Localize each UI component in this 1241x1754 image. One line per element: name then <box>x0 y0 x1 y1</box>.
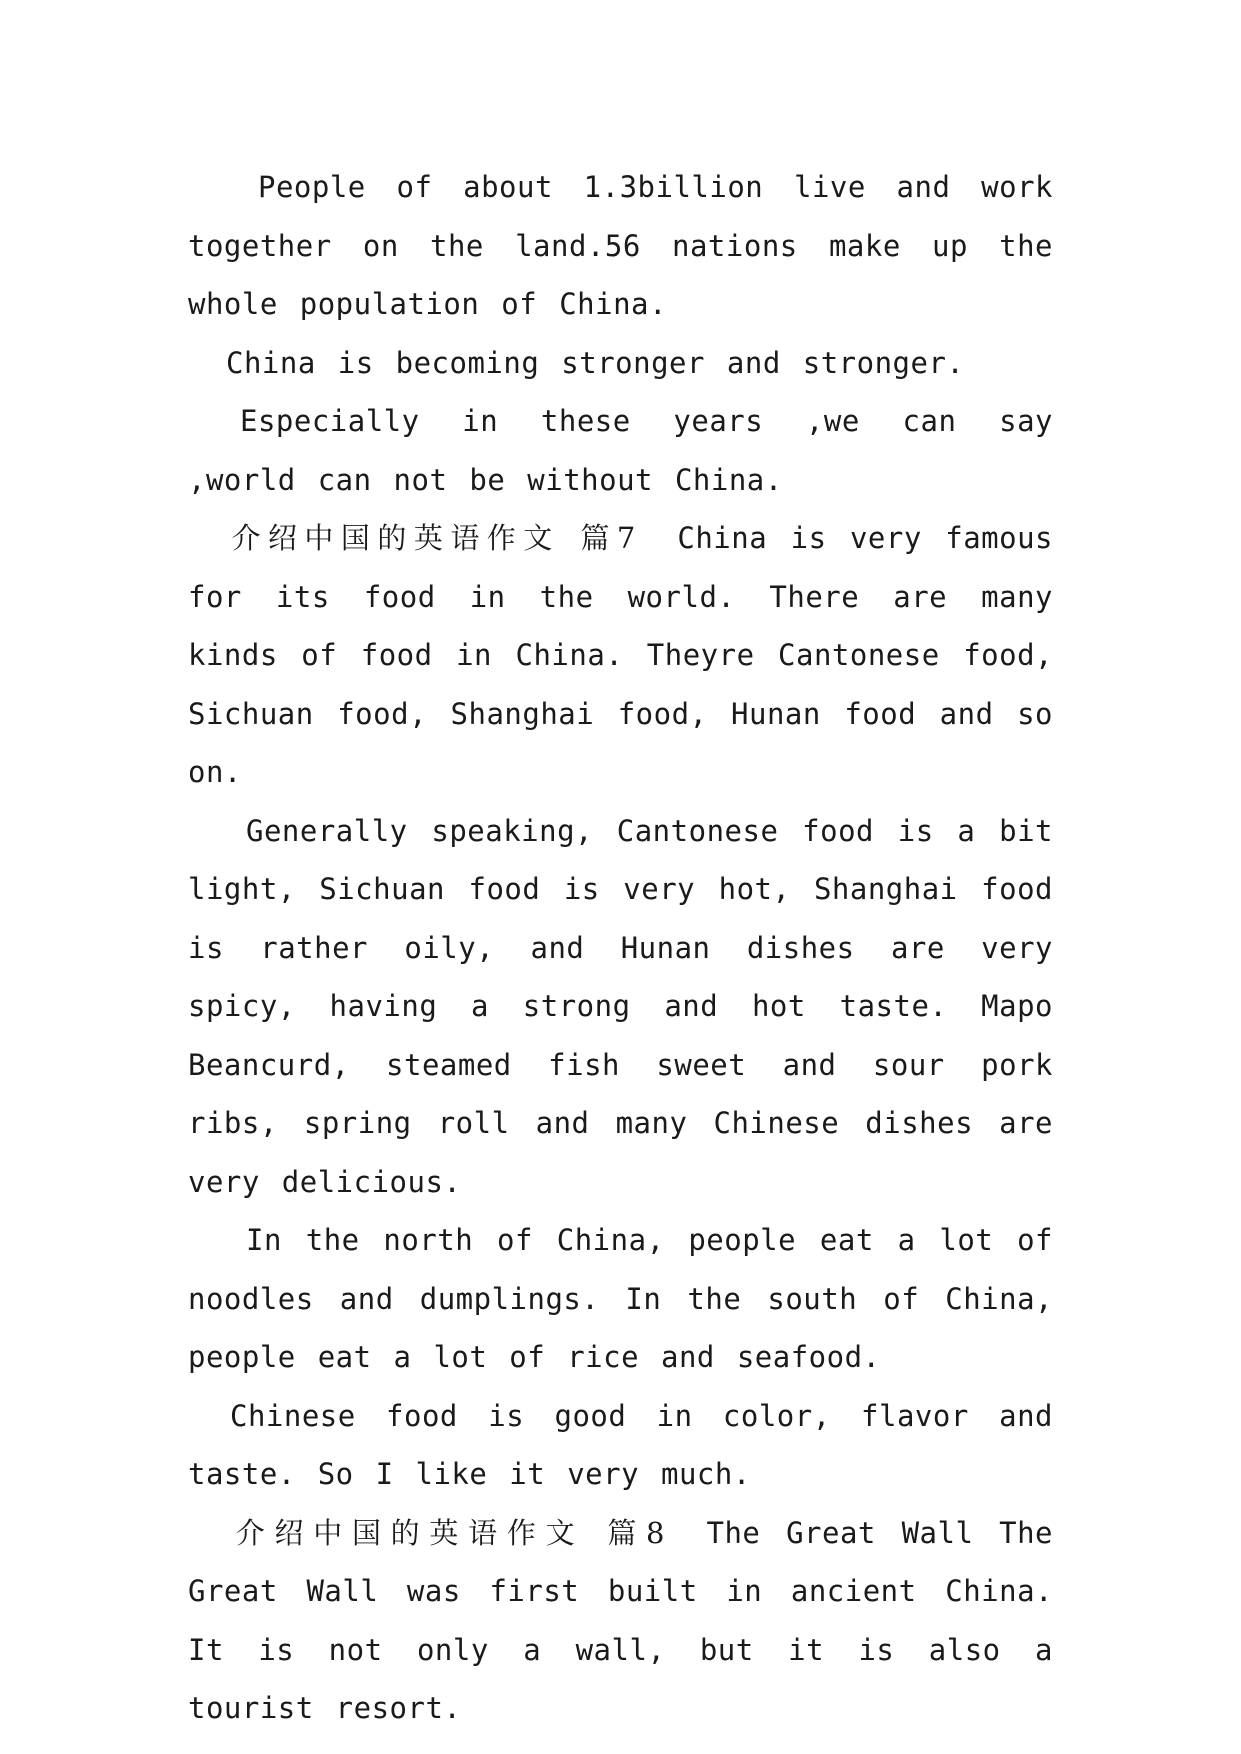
paragraph-text: Generally speaking, Cantonese food is a bit light, Sichuan food is very hot, Shanghai food is rather oily, and Hunan dishes are very spicy, having a strong and hot taste. Mapo Beancurd, steamed fish sweet and sour pork ribs, spring roll and many Chinese dishes are very delicious. <box>188 813 1053 1199</box>
paragraph-generally <box>188 802 1053 1212</box>
essay-heading-8: 介绍中国的英语作文 篇8 <box>232 1515 671 1550</box>
paragraph-stronger <box>188 334 1053 393</box>
paragraph-text: The Great Wall The Great Wall was first built in ancient China. It is not only a wall, but it is also a tourist resort. <box>188 1515 1053 1725</box>
paragraph-essay-7 <box>188 509 1053 802</box>
paragraph-text: China is very famous for its food in the world. There are many kinds of food in China. Theyre Cantonese food, Sichuan food, Shanghai food, Hunan food and so on. <box>188 521 1053 789</box>
paragraph-especially <box>188 392 1053 509</box>
paragraph-north-south <box>188 1211 1053 1387</box>
paragraph-essay-8 <box>188 1504 1053 1738</box>
document-body <box>188 158 1053 1738</box>
paragraph-chinese-food <box>188 1387 1053 1504</box>
paragraph-text: Especially in these years ,we can say ,world can not be without China. <box>188 404 1053 497</box>
paragraph-population <box>188 158 1053 334</box>
paragraph-text: People of about 1.3billion live and work together on the land.56 nations make up the whole population of China. <box>188 170 1053 321</box>
paragraph-text: China is becoming stronger and stronger. <box>226 345 965 380</box>
paragraph-text: Chinese food is good in color, flavor and taste. So I like it very much. <box>188 1398 1053 1491</box>
essay-heading-7: 介绍中国的英语作文 篇7 <box>230 521 642 555</box>
paragraph-text: In the north of China, people eat a lot of noodles and dumplings. In the south of China, people eat a lot of rice and seafood. <box>188 1223 1053 1374</box>
